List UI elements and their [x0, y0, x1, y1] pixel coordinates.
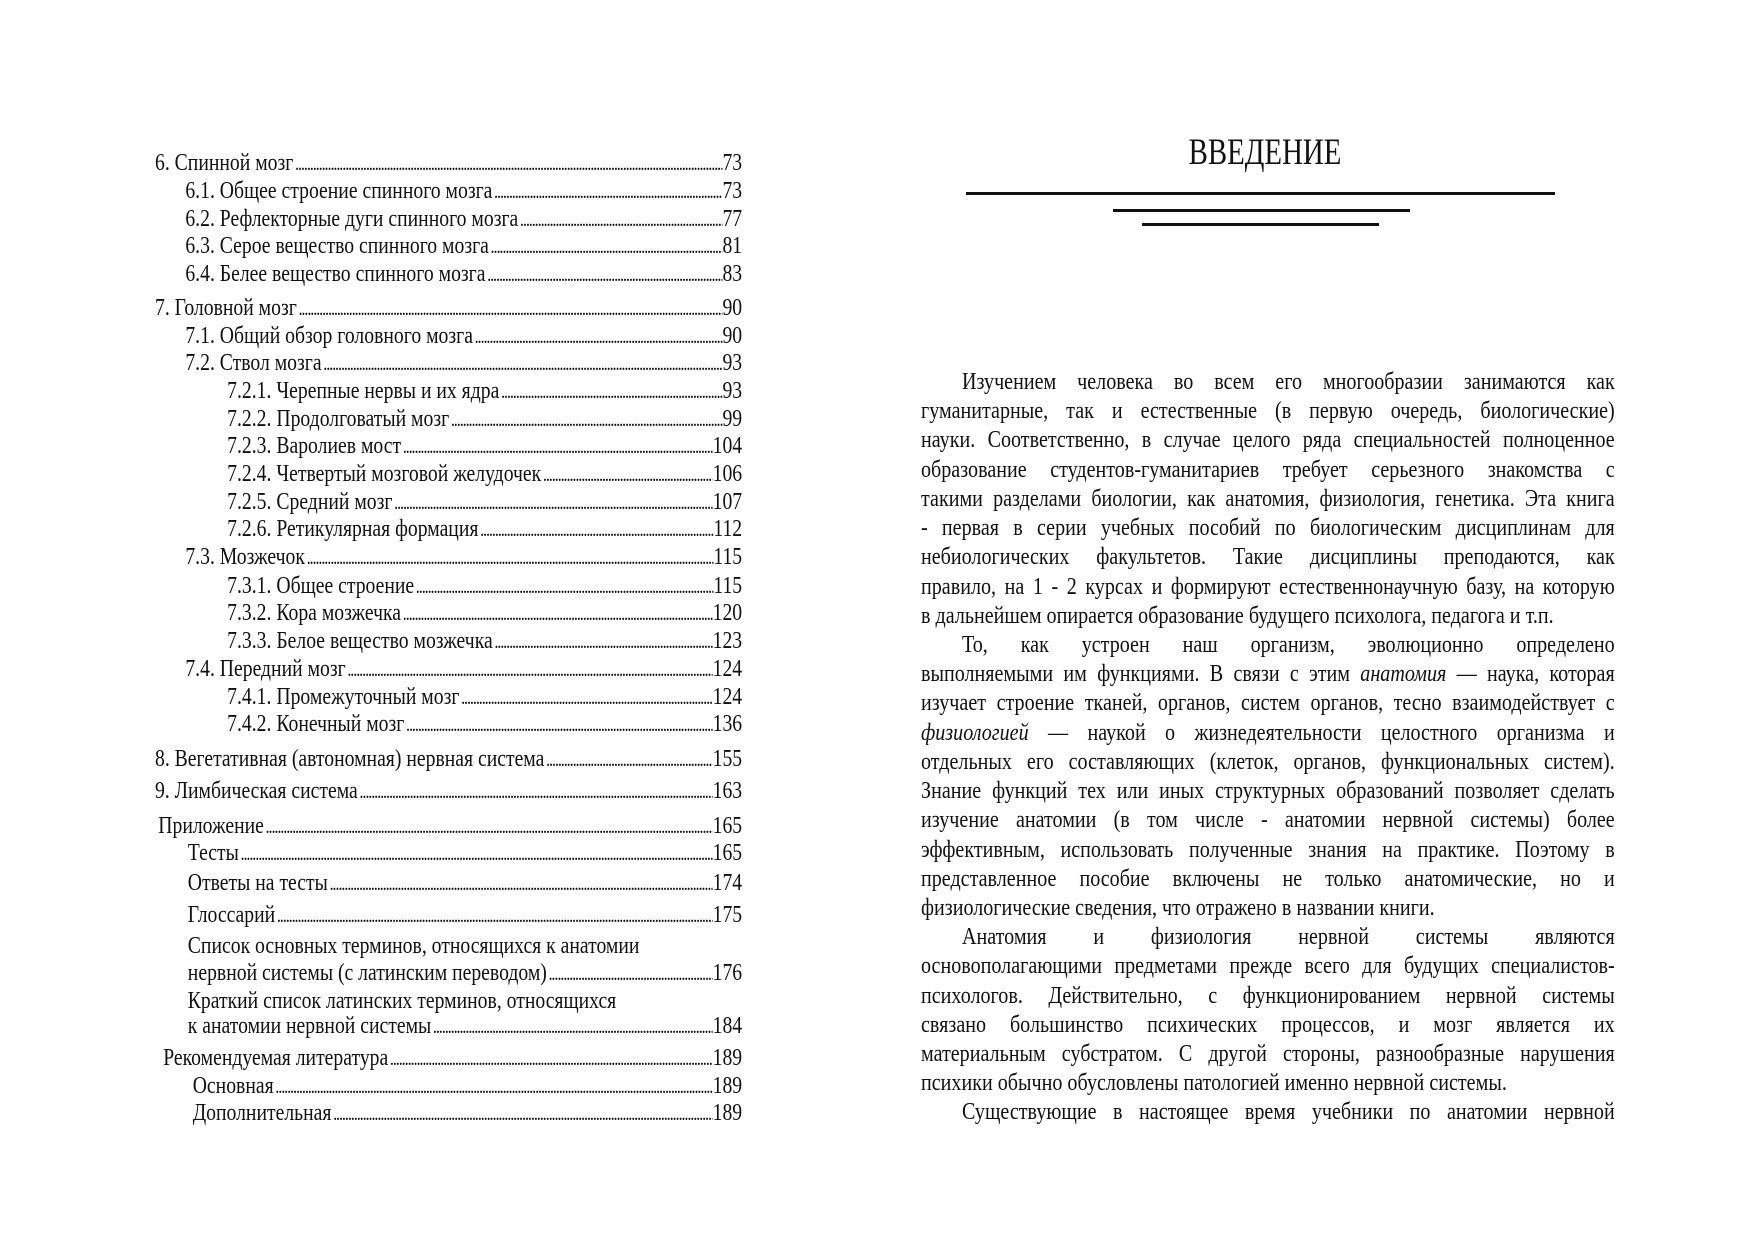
toc-dot-leader: [414, 571, 713, 601]
text-line: [921, 513, 1615, 542]
toc-page-number: 124: [712, 656, 743, 682]
text-line: [921, 688, 1615, 717]
toc-page-number: 136: [712, 711, 743, 737]
toc-entry-label: Тесты: [187, 840, 239, 866]
toc-entry[interactable]: [155, 868, 742, 898]
title-rule-long: [966, 192, 1555, 195]
toc-entry-label: Приложение: [158, 813, 264, 839]
italic-term: анатомия: [1360, 660, 1447, 688]
toc-dot-leader: [493, 626, 713, 656]
toc-entry-label: Рекомендуемая литература: [163, 1045, 389, 1071]
toc-dot-leader: [473, 321, 722, 351]
toc-entry[interactable]: [155, 776, 742, 806]
text-line: [921, 1068, 1615, 1097]
toc-page-number: 93: [722, 350, 743, 376]
text-line: [921, 893, 1615, 922]
text-segment: материальным субстратом. С другой стороны, разнообразные нарушения: [921, 1040, 1615, 1068]
toc-dot-leader: [274, 1071, 713, 1101]
text-segment: — наукой о жизнедеятельности целостного организма и: [1028, 718, 1615, 746]
toc-entry[interactable]: [155, 900, 742, 930]
text-line: [921, 747, 1615, 776]
title-rule-short: [1142, 223, 1379, 226]
toc-entry-label: 7.2.6. Ретикулярная формация: [227, 516, 479, 542]
toc-entry[interactable]: [155, 654, 742, 684]
text-line: [921, 601, 1615, 630]
toc-entry-label: 7.2.5. Средний мозг: [227, 489, 393, 515]
toc-dot-leader: [275, 900, 712, 930]
left-page-table-of-contents: [0, 0, 876, 1240]
text-segment: небиологических факультетов. Такие дисциплины преподаются, как: [921, 543, 1615, 571]
toc-dot-leader: [401, 598, 713, 628]
text-segment: науки. Соответственно, в случае целого ряда специальностей полноценное: [921, 426, 1615, 454]
text-line: [921, 367, 1615, 396]
toc-entry-label: 7.2.2. Продолговатый мозг: [227, 406, 450, 432]
toc-entry[interactable]: [155, 259, 742, 289]
toc-dot-leader: [264, 811, 713, 841]
toc-entry[interactable]: [155, 709, 742, 739]
introduction-text: [921, 367, 1615, 1127]
toc-dot-leader: [541, 459, 712, 489]
toc-entry-label: 6. Спинной мозг: [155, 150, 294, 176]
text-line: [921, 981, 1615, 1010]
text-line: [921, 484, 1615, 513]
toc-page-number: 115: [713, 544, 743, 570]
toc-dot-leader: [485, 259, 722, 289]
italic-term: физиологией: [921, 718, 1029, 746]
text-segment: выполняемыми им функциями. В связи с этим: [921, 660, 1361, 688]
toc-entry-label: 8. Вегетативная (автономная) нервная система: [155, 746, 545, 772]
toc-entry[interactable]: [155, 404, 742, 434]
text-segment: изучение анатомии (в том числе - анатомии нервной системы) более: [921, 806, 1615, 834]
toc-dot-leader: [328, 868, 713, 898]
toc-entry-label: нервной системы (с латинским переводом): [187, 960, 547, 986]
text-segment: — наука, которая: [1446, 660, 1615, 688]
toc-dot-leader: [459, 682, 712, 712]
toc-entry[interactable]: [155, 293, 742, 323]
toc-entry[interactable]: [155, 204, 742, 234]
toc-page-number: 81: [722, 233, 743, 259]
toc-page-number: 106: [712, 461, 743, 487]
toc-entry[interactable]: [155, 321, 742, 351]
toc-page-number: 163: [712, 778, 743, 804]
toc-entry-label: 7.4.1. Промежуточный мозг: [227, 684, 460, 710]
text-segment: в дальнейшем опирается образование будущего психолога, педагога и т.п.: [921, 601, 1554, 629]
toc-entry[interactable]: [155, 931, 742, 961]
text-line: [921, 425, 1615, 454]
toc-entry-label: к анатомии нервной системы: [187, 1013, 432, 1039]
text-line: [921, 835, 1615, 864]
toc-dot-leader: [478, 514, 713, 544]
toc-dot-leader: [346, 654, 713, 684]
toc-dot-leader: [358, 776, 713, 806]
text-line: [921, 718, 1615, 747]
toc-page-number: 165: [712, 813, 743, 839]
toc-entry-label: Список основных терминов, относящихся к анатомии: [187, 933, 640, 959]
toc-entry[interactable]: [155, 348, 742, 378]
toc-page-number: 189: [712, 1045, 743, 1071]
toc-page-number: 90: [722, 295, 743, 321]
toc-dot-leader: [518, 204, 722, 234]
text-line: [921, 630, 1615, 659]
text-line: [921, 659, 1615, 688]
toc-page-number: 120: [712, 600, 743, 626]
toc-entry[interactable]: [155, 459, 742, 489]
text-line: [921, 776, 1615, 805]
text-line: [921, 455, 1615, 484]
toc-entry-label: 7. Головной мозг: [155, 295, 297, 321]
toc-entry[interactable]: [155, 626, 742, 656]
toc-page-number: 99: [722, 406, 743, 432]
text-segment: - первая в серии учебных пособий по биологическим дисциплинам для: [921, 514, 1615, 542]
toc-entry-label: 7.2. Ствол мозга: [185, 350, 322, 376]
toc-entry-label: 7.3. Мозжечок: [185, 544, 305, 570]
text-segment: То, как устроен наш организм, эволюционно определено: [962, 630, 1615, 658]
text-segment: такими разделами биологии, как анатомия, физиология, генетика. Эта книга: [921, 484, 1615, 512]
toc-entry-label: 7.3.2. Кора мозжечка: [227, 600, 402, 626]
toc-entry-label: 7.3.3. Белое вещество мозжечка: [227, 628, 493, 654]
toc-entry-label: 7.4.2. Конечный мозг: [227, 711, 405, 737]
toc-entry[interactable]: [155, 1098, 742, 1128]
text-line: [921, 805, 1615, 834]
toc-entry-label: 6.1. Общее строение спинного мозга: [185, 178, 493, 204]
toc-page-number: 107: [712, 489, 743, 515]
toc-dot-leader: [305, 542, 713, 572]
toc-entry-label: Глоссарий: [187, 902, 276, 928]
toc-entry-label: 6.2. Рефлекторные дуги спинного мозга: [185, 206, 519, 232]
toc-page-number: 174: [712, 870, 743, 896]
toc-page-number: 73: [722, 150, 743, 176]
toc-page-number: 115: [713, 573, 743, 599]
text-segment: изучает строение тканей, органов, систем органов, тесно взаимодействует с: [921, 689, 1615, 717]
toc-entry[interactable]: [155, 1043, 742, 1073]
toc-page-number: 93: [722, 378, 743, 404]
toc-dot-leader: [388, 1043, 712, 1073]
text-line: [921, 951, 1615, 980]
toc-entry[interactable]: [155, 176, 742, 206]
toc-entry-label: 7.2.4. Четвертый мозговой желудочек: [227, 461, 542, 487]
toc-dot-leader: [331, 1098, 712, 1128]
toc-page-number: 189: [712, 1100, 743, 1126]
toc-page-number: 112: [713, 516, 743, 542]
text-segment: гуманитарные, так и естественные (в первую очередь, биологические): [921, 397, 1615, 425]
text-segment: Существующие в настоящее время учебники по анатомии нервной: [962, 1098, 1615, 1126]
text-line: [921, 572, 1615, 601]
toc-page-number: 104: [712, 433, 743, 459]
text-segment: психики обычно обусловлены патологией именно нервной системы.: [921, 1069, 1507, 1097]
text-line: [921, 396, 1615, 425]
toc-dot-leader: [431, 1011, 712, 1041]
toc-page-number: 184: [712, 1013, 743, 1039]
toc-entry-label: 6.4. Белее вещество спинного мозга: [185, 261, 486, 287]
text-segment: Знание функций тех или иных структурных образований позволяет сделать: [921, 777, 1615, 805]
toc-entry[interactable]: [155, 431, 742, 461]
toc-entry[interactable]: [155, 1011, 742, 1041]
text-line: [921, 1010, 1615, 1039]
toc-entry[interactable]: [155, 514, 742, 544]
toc-page-number: 155: [712, 746, 743, 772]
text-line: [921, 1039, 1615, 1068]
toc-entry[interactable]: [155, 1071, 742, 1101]
toc-entry[interactable]: [155, 682, 742, 712]
toc-entry[interactable]: [155, 376, 742, 406]
toc-entry[interactable]: [155, 838, 742, 868]
text-segment: образование студентов-гуманитариев требует серьезного знакомства с: [921, 455, 1615, 483]
toc-entry-label: Дополнительная: [192, 1100, 332, 1126]
text-segment: представленное пособие включены не только анатомические, но и: [921, 864, 1615, 892]
toc-dot-leader: [547, 958, 713, 988]
text-segment: основополагающими предметами прежде всего для будущих специалистов-: [921, 952, 1615, 980]
toc-dot-leader: [489, 231, 723, 261]
toc-dot-leader: [322, 348, 723, 378]
toc-page-number: 73: [722, 178, 743, 204]
text-segment: правило, на 1 - 2 курсах и формируют естественнонаучную базу, на которую: [921, 572, 1615, 600]
toc-entry-label: 6.3. Серое вещество спинного мозга: [185, 233, 489, 259]
text-segment: эффективным, использовать полученные знания на практике. Поэтому в: [921, 835, 1615, 863]
toc-page-number: 77: [722, 206, 743, 232]
toc-dot-leader: [297, 293, 723, 323]
toc-dot-leader: [404, 709, 712, 739]
toc-entry[interactable]: [155, 487, 742, 517]
toc-dot-leader: [492, 176, 722, 206]
text-segment: психологов. Действительно, с функционированием нервной системы: [921, 981, 1615, 1009]
text-segment: связано большинство психических процессов, и мозг является их: [921, 1010, 1615, 1038]
toc-entry[interactable]: [155, 811, 742, 841]
text-line: [921, 864, 1615, 893]
toc-entry-label: Основная: [192, 1073, 274, 1099]
toc-page-number: 124: [712, 684, 743, 710]
toc-dot-leader: [499, 376, 722, 406]
toc-page-number: 83: [722, 261, 743, 287]
toc-dot-leader: [392, 487, 712, 517]
toc-entry[interactable]: [155, 231, 742, 261]
text-line: [921, 1097, 1615, 1126]
toc-entry-label: 7.2.3. Варолиев мост: [227, 433, 402, 459]
toc-entry-label: 7.2.1. Черепные нервы и их ядра: [227, 378, 500, 404]
text-segment: физиологические сведения, что отражено в названии книги.: [921, 893, 1435, 921]
text-segment: отдельных его составляющих (клеток, органов, функциональных систем).: [921, 747, 1615, 775]
toc-entry[interactable]: [155, 571, 742, 601]
toc-entry[interactable]: [155, 542, 742, 572]
toc-entry-label: 7.4. Передний мозг: [185, 656, 346, 682]
title-rule-medium: [1113, 209, 1410, 212]
toc-entry[interactable]: [155, 958, 742, 988]
toc-page-number: 189: [712, 1073, 743, 1099]
chapter-title: ВВЕДЕНИЕ: [1188, 132, 1342, 173]
text-line: [921, 542, 1615, 571]
toc-dot-leader: [544, 744, 712, 774]
toc-entry-label: 7.3.1. Общее строение: [227, 573, 415, 599]
toc-dot-leader: [449, 404, 722, 434]
text-segment: Изучением человека во всем его многообразии занимаются как: [962, 368, 1615, 395]
text-segment: Анатомия и физиология нервной системы являются: [962, 923, 1615, 951]
toc-page-number: 123: [712, 628, 743, 654]
toc-entry[interactable]: [155, 598, 742, 628]
toc-page-number: 176: [712, 960, 743, 986]
toc-dot-leader: [239, 838, 713, 868]
toc-entry-label: Ответы на тесты: [187, 870, 328, 896]
toc-entry-label: Краткий список латинских терминов, относящихся: [187, 988, 617, 1014]
toc-dot-leader: [293, 148, 722, 178]
toc-page-number: 165: [712, 840, 743, 866]
toc-page-number: 175: [712, 902, 743, 928]
toc-entry-label: 9. Лимбическая система: [155, 778, 358, 804]
toc-entry-label: 7.1. Общий обзор головного мозга: [185, 323, 473, 349]
text-line: [921, 922, 1615, 951]
toc-page-number: 90: [722, 323, 743, 349]
toc-entry[interactable]: [155, 744, 742, 774]
toc-entry[interactable]: [155, 148, 742, 178]
toc-dot-leader: [401, 431, 713, 461]
